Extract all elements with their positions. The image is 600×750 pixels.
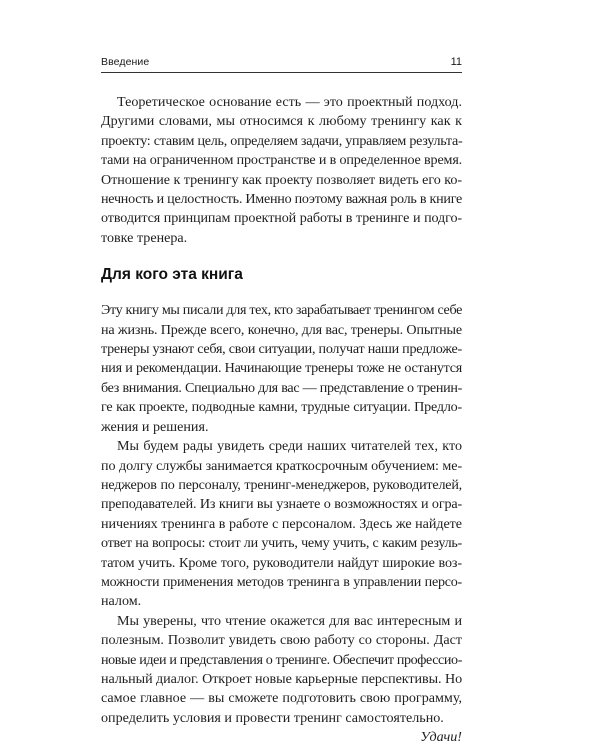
audience-paragraph-2	[101, 437, 462, 612]
audience-paragraph-3	[101, 612, 462, 728]
text-line: Другими словами, мы относимся к любому тренингу как к	[101, 113, 462, 130]
header-rule	[101, 72, 462, 73]
text-line: Эту книгу мы писали для тех, кто зарабатывает тренингом себе	[101, 302, 462, 319]
text-line: на жизнь. Прежде всего, конечно, для вас, тренеры. Опытные	[101, 321, 462, 338]
text-line: преподавателей. Из книги вы узнаете о возможностях и огра-	[101, 496, 462, 513]
page-number: 11	[450, 56, 462, 68]
section-heading: Для кого эта книга	[101, 266, 243, 284]
text-line: самое главное — вы сможете подготовить свою программу,	[101, 690, 462, 707]
text-line: ния и рекомендации. Начинающие тренеры тоже не останутся	[101, 360, 462, 377]
running-header	[101, 54, 462, 72]
text-line: определить условия и провести тренинг самостоятельно.	[101, 709, 444, 726]
text-line: Отношение к тренингу как проекту позволяет видеть его ко-	[101, 171, 462, 188]
text-line: жения и решения.	[101, 418, 209, 435]
header-section-title: Введение	[101, 56, 150, 68]
text-line: проекту: ставим цель, определяем задачи, управляем результа-	[101, 132, 463, 149]
text-line: нечность и целостность. Именно поэтому важная роль в книге	[101, 191, 463, 208]
text-line: нальный диалог. Откроет новые карьерные перспективы. Но	[101, 670, 463, 687]
text-line: Теоретическое основание есть — это проектный подход.	[117, 94, 462, 110]
text-line: ответ на вопросы: стоит ли учить, чему учить, с каким резуль-	[101, 535, 462, 552]
text-line: товке тренера.	[101, 229, 188, 246]
text-line: Мы будем рады увидеть среди наших читателей тех, кто	[117, 438, 462, 455]
text-line: татом учить. Кроме того, руководители найдут широкие воз-	[101, 554, 462, 571]
page-body	[101, 93, 462, 748]
text-line: ничениях тренинга в работе с персоналом. Здесь же найдете	[101, 515, 462, 532]
text-line: отводится принципам проектной работы в тренинге и подго-	[101, 210, 462, 227]
text-line: без внимания. Специально для вас — представление о тренин-	[101, 379, 462, 396]
text-line: можности применения методов тренинга в управлении персо-	[101, 573, 462, 590]
audience-paragraph-1	[101, 301, 462, 437]
text-line: полезным. Позволит увидеть свою работу со стороны. Даст	[101, 632, 462, 649]
text-line: тами на ограниченном пространстве и в определенное время.	[101, 152, 463, 169]
text-line: Мы уверены, что чтение окажется для вас интересным и	[117, 612, 462, 629]
text-line: новые идеи и представления о тренинге. Обеспечит профессио-	[101, 651, 462, 668]
text-line: тренеры узнают себя, свои ситуации, получат наши предложе-	[101, 341, 462, 358]
signoff: Удачи!	[420, 729, 462, 746]
text-line: ге как проекте, подводные камни, трудные ситуации. Предло-	[101, 399, 462, 416]
text-line: налом.	[101, 593, 142, 610]
intro-paragraph	[101, 93, 462, 248]
text-line: неджеров по персоналу, тренинг-менеджеров, руководителей,	[101, 476, 462, 493]
text-line: по долгу службы занимается краткосрочным обучением: ме-	[101, 457, 463, 474]
